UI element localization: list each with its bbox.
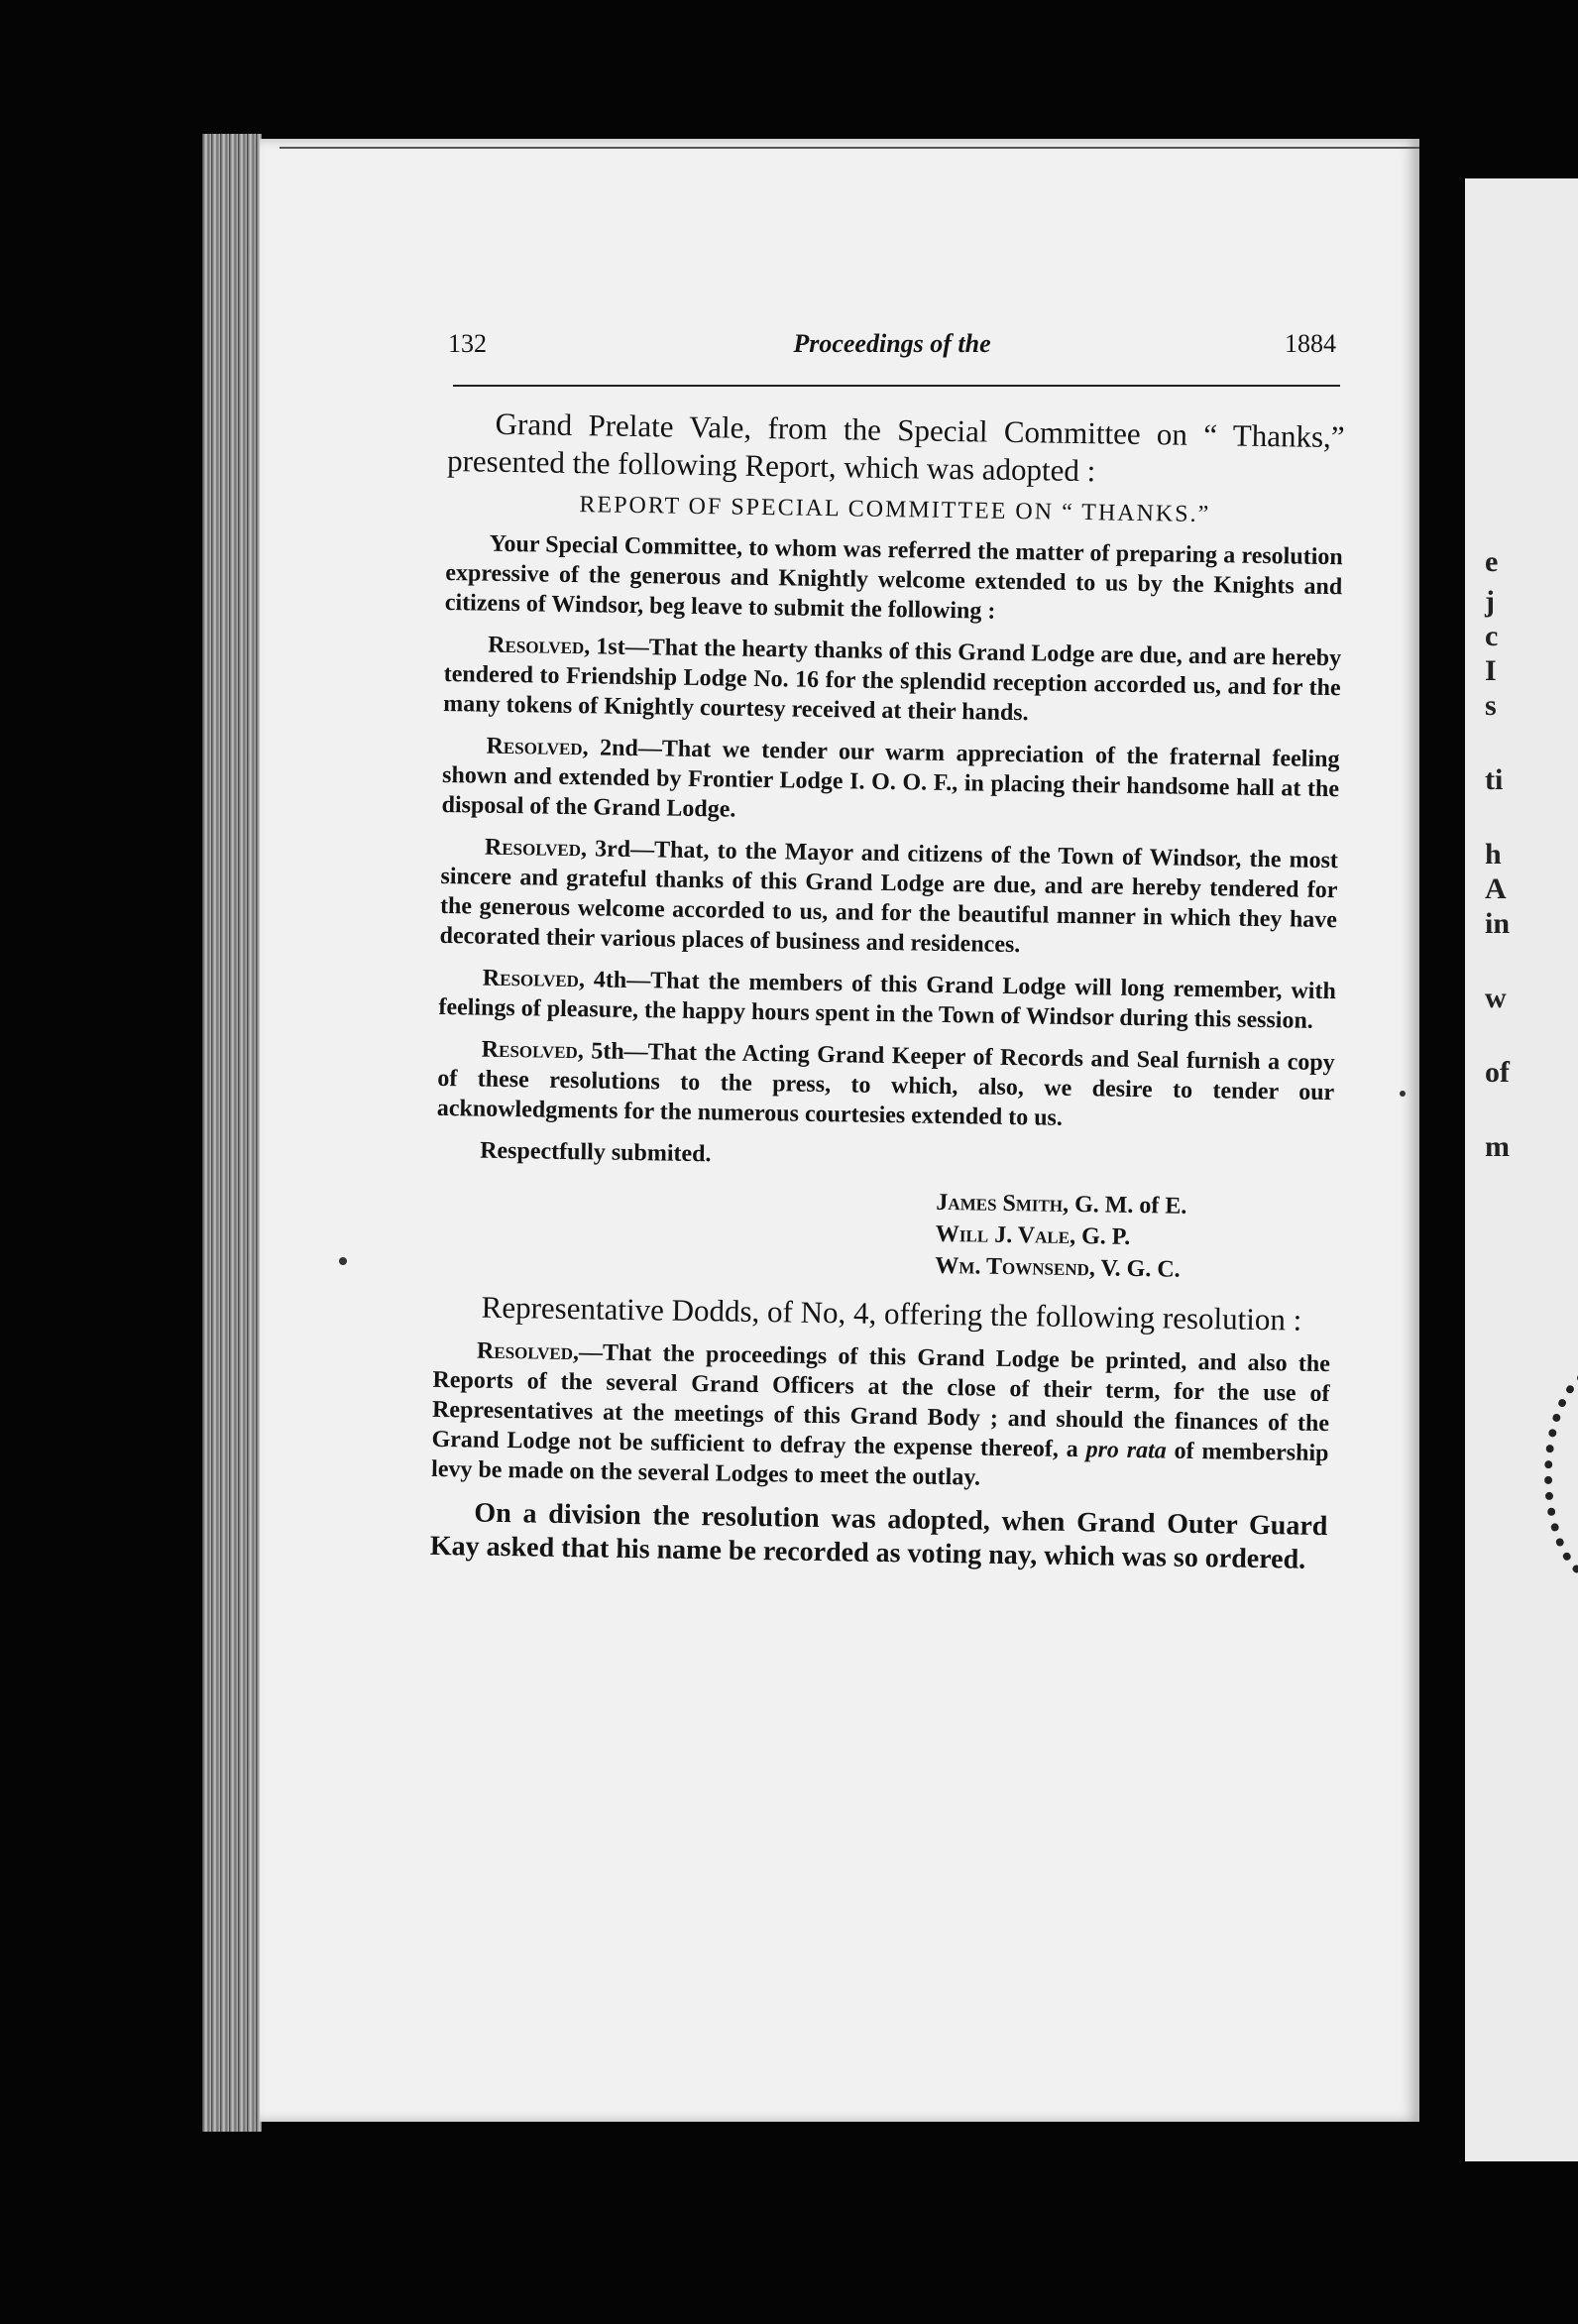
signatory-name: Wm. Townsend <box>935 1252 1090 1282</box>
book-page-edges <box>202 134 262 2132</box>
ornamental-seal-edge <box>1544 1368 1578 1582</box>
adjacent-page-fragment: s <box>1485 689 1497 722</box>
resolution-text-part1: ,—That the proceedings of this Grand Lodge be printed, and also the Reports of the several Grand Officers at the close of their term, for the use of Representatives at the meetings of this Grand Body ; and should the finances of the Grand Lodge not be sufficient to defray the expense thereof, a <box>431 1339 1331 1463</box>
adjacent-page-fragment: in <box>1485 907 1511 940</box>
resolution-text-part2: of membership levy be made on the several Lodges to meet the outlay. <box>430 1438 1329 1491</box>
signatory-3 <box>935 1250 1331 1288</box>
report-intro-paragraph: Your Special Committee, to whom was referred the matter of preparing a resolution expressive of the generous and Knightly welcome extended to us by the Knights and citizens of Windsor, beg leave to submit the following : <box>444 530 1343 625</box>
resolution-text: , 3rd—That, to the Mayor and citizens of the Town of Windsor, the most sincere and grateful thanks of this Grand Lodge are due, and are hereby tendered for the generous welcome accorded to us, and for the beautiful manner in which they have decorated their various places of business and residences. <box>439 836 1339 959</box>
running-header <box>448 329 1336 379</box>
resolution-text: , 5th—That the Acting Grand Keeper of Records and Seal furnish a copy of these resolutions to the press, to which, also, we desire to tender our acknowledgments for the numerous courtesies extended to us. <box>436 1038 1335 1131</box>
page-top-rule <box>280 147 1419 149</box>
resolved-label: Resolved <box>484 834 582 863</box>
book-page <box>260 139 1419 2122</box>
resolved-label: Resolved <box>481 1036 579 1065</box>
resolution-3 <box>439 832 1338 965</box>
report-heading: REPORT OF SPECIAL COMMITTEE ON “ THANKS.” <box>579 492 1211 528</box>
resolved-label: Resolved <box>487 632 585 660</box>
resolution-2 <box>441 731 1339 834</box>
resolution-text: , 1st—That the hearty thanks of this Grand Lodge are due, and are hereby tendered to Friendship Lodge No. 16 for the splendid reception accorded us, and for the many tokens of Knightly courtesy received at their hands. <box>443 634 1342 727</box>
header-year: 1884 <box>1285 329 1336 358</box>
resolution-1 <box>443 630 1341 733</box>
adjacent-page-fragment: ti <box>1485 763 1504 796</box>
signature-block <box>935 1187 1332 1288</box>
ink-speck <box>339 1257 347 1265</box>
adjacent-page-fragment: c <box>1485 620 1499 652</box>
adjacent-page-fragment: of <box>1485 1056 1510 1089</box>
adjacent-page-fragment: m <box>1485 1130 1510 1163</box>
running-title: Proceedings of the <box>793 329 991 358</box>
page-body <box>430 405 1345 1577</box>
adjacent-page-fragment: e <box>1485 545 1499 578</box>
resolution-5 <box>437 1034 1335 1137</box>
resolution-text: , 4th—That the members of this Grand Lodge will long remember, with feelings of pleasure, the happy hours spent in the Town of Windsor during this session. <box>438 967 1337 1034</box>
pro-rata-italic: pro rata <box>1085 1437 1167 1464</box>
adjacent-page-fragment: A <box>1485 872 1507 905</box>
adjacent-page-fragment: w <box>1485 982 1507 1014</box>
resolution-4 <box>438 963 1336 1036</box>
adjacent-page-edge <box>1465 178 1578 2161</box>
adjacent-page-fragment: h <box>1485 838 1502 871</box>
closing-line: Respectfully submited. <box>479 1137 712 1168</box>
adjacent-page-fragment: I <box>1485 654 1497 687</box>
resolved-label: Resolved <box>482 965 580 993</box>
header-rule <box>453 385 1340 387</box>
signatory-name: Will J. Vale <box>935 1220 1071 1249</box>
intro-paragraph: Grand Prelate Vale, from the Special Committee on “ Thanks,” presented the following Report, which was adopted : <box>446 406 1345 489</box>
representative-paragraph: Representative Dodds, of No, 4, offering the following resolution : <box>481 1289 1302 1337</box>
resolved-label: Resolved <box>476 1337 574 1366</box>
signatory-title: , V. G. C. <box>1088 1255 1181 1283</box>
ink-speck <box>1400 1091 1406 1097</box>
adjacent-page-fragment: j <box>1485 585 1495 618</box>
signatory-title: , G. M. of E. <box>1062 1191 1187 1220</box>
resolution-text: , 2nd—That we tender our warm appreciation of the fraternal feeling shown and extended by Frontier Lodge I. O. O. F., in placing their handsome hall at the disposal of the Grand Lodge. <box>441 735 1340 823</box>
page-number: 132 <box>448 329 487 358</box>
division-paragraph: On a division the resolution was adopted, when Grand Outer Guard Kay asked that his name be recorded as voting nay, which was so ordered. <box>429 1497 1328 1575</box>
resolved-label: Resolved <box>486 733 583 761</box>
signatory-title: , G. P. <box>1069 1222 1131 1250</box>
final-resolution <box>431 1336 1330 1498</box>
signatory-name: James Smith <box>936 1189 1064 1218</box>
